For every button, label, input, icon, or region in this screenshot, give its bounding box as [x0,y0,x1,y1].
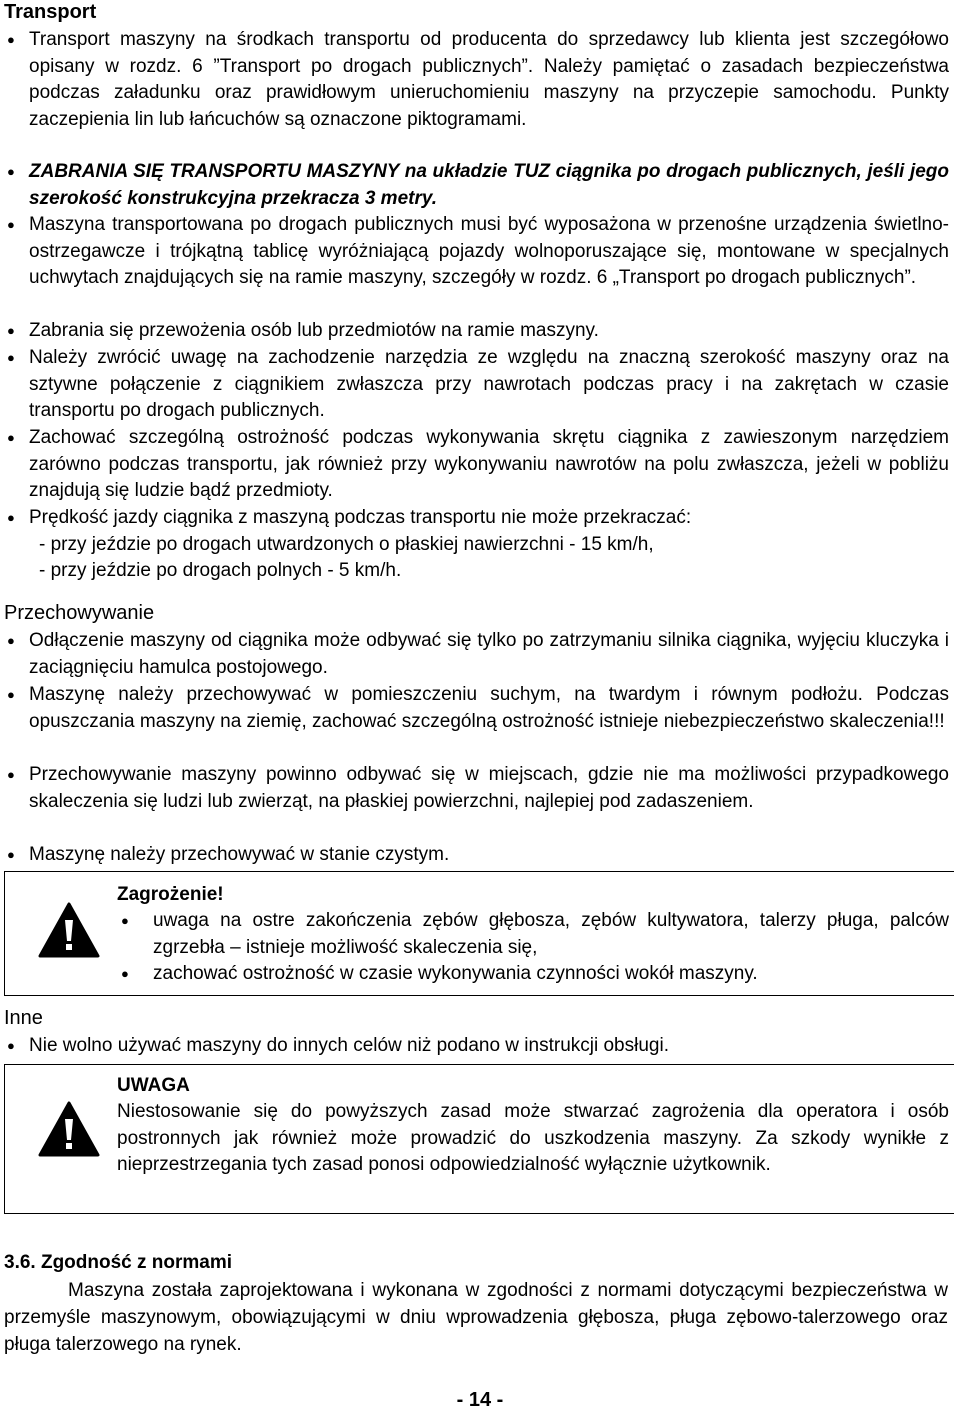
bullet-icon: ● [7,510,15,525]
section-heading-storage: Przechowywanie [4,602,155,624]
transport-item-warning: ● ZABRANIA SIĘ TRANSPORTU MASZYNY na układzie TUZ ciągnika po drogach publicznych, jeśli jego szerokość konstrukcyjna przekracza 3 metry. [7,161,949,209]
storage-item: ● Przechowywanie maszyny powinno odbywać się w miejscach, gdzie nie ma możliwości przypadkowego skaleczenia się ludzi lub zwierząt, na płaskiej powierzchni, najlepiej pod zadaszeniem. [7,764,949,812]
transport-item: ● Zachować szczególną ostrożność podczas wykonywania skrętu ciągnika z zawieszonym narzędziem zarówno podczas transportu, jak również przy wykonywaniu nawrotów na polu zwłaszcza, jeżeli w pobliżu znajdują się ludzie bądź przedmioty. [7,427,949,501]
bullet-icon: ● [7,32,15,47]
bullet-icon: ● [7,164,15,179]
transport-item: ● Maszyna transportowana po drogach publicznych musi być wyposażona w przenośne urządzenia świetlno-ostrzegawcze i trójkątną tablicę wyróżniającą pojazdy wolnoporuszające się, montowane w specjalnych uchwytach znajdujących się na ramie maszyny, szczegóły w rozdz. 6 „Transport po drogach publicznych”. [7,214,949,288]
other-item: ● Nie wolno używać maszyny do innych celów niż podano w instrukcji obsługi. [29,1033,949,1060]
bullet-icon: ● [7,430,15,445]
bullet-icon: ● [7,687,15,702]
bullet-icon: ● [7,847,15,862]
speed-line: - przy jeździe po drogach utwardzonych o płaskiej nawierzchni - 15 km/h, [39,533,654,555]
bullet-icon: ● [7,1038,15,1053]
transport-item: ● Transport maszyny na środkach transportu od producenta do sprzedawcy lub klienta jest szczegółowo opisany w rozdz. 6 ”Transport po drogach publicznych”. Należy pamiętać o zasadach bezpieczeństwa podczas załadunku oraz prawidłowym unieruchomieniu maszyny na przyczepie samochodu. Punkty zaczepienia lin lub łańcuchów są oznaczone piktogramami. [7,29,949,130]
bullet-icon: ● [7,767,15,782]
notice-warning-box [4,1064,954,1214]
bullet-icon: ● [121,913,129,928]
danger-warning-box [4,871,954,996]
bullet-icon: ● [7,323,15,338]
notice-box-text: Niestosowanie się do powyższych zasad może stwarzać zagrożenia dla operatora i osób postronnych jak również może prowadzić do uszkodzenia maszyny. Za szkody wynikłe z nieprzestrzegania tych zasad ponosi odpowiedzialność wyłącznie użytkownik. [117,1101,949,1175]
danger-box-content [117,882,949,988]
danger-box-item: ● uwaga na ostre zakończenia zębów głębosza, zębów kultywatora, talerzy pługa, palców zgrzebła – istnieje możliwość skaleczenia się, [121,910,949,958]
section-heading-transport: Transport [4,1,97,23]
transport-item-speed: ● Prędkość jazdy ciągnika z maszyną podczas transportu nie może przekraczać: - przy jeździe po drogach utwardzonych o płaskiej nawierzchni - 15 km/h, - przy jeździe po drogach polnych - 5 km/h. [29,505,949,585]
transport-item: ● Zabrania się przewożenia osób lub przedmiotów na ramie maszyny. [29,318,949,345]
danger-box-title: Zagrożenie! [117,884,224,905]
compliance-title: 3.6. Zgodność z normami [4,1252,233,1273]
section-heading-other: Inne [4,1007,43,1029]
bullet-icon: ● [121,966,129,981]
notice-box-title: UWAGA [117,1075,190,1096]
storage-item: ● Maszynę należy przechowywać w stanie czystym. [29,842,949,869]
storage-item: ● Maszynę należy przechowywać w pomieszczeniu suchym, na twardym i równym podłożu. Podczas opuszczania maszyny na ziemię, zachować szczególną ostrożność istnieje niebezpieczeństwo skaleczenia!!! [7,684,949,732]
speed-line: - przy jeździe po drogach polnych - 5 km/h. [39,560,402,581]
notice-box-content [117,1073,949,1179]
compliance-text: Maszyna została zaprojektowana i wykonana w zgodności z normami dotyczącymi bezpieczeństwa w przemyśle maszynowym, obowiązującymi w dniu wprowadzenia głębosza, pługa zębowo-talerzowego oraz pługa talerzowego na rynek. [4,1280,948,1355]
bullet-icon: ● [7,633,15,648]
warning-triangle-icon [38,1101,100,1157]
page-number: - 14 - [456,1389,504,1411]
warning-triangle-icon [38,902,100,958]
transport-item: ● Należy zwrócić uwagę na zachodzenie narzędzia ze względu na znaczną szerokość maszyny oraz na sztywne połączenie z ciągnikiem zwłaszcza przy nawrotach podczas pracy i na zakrętach w czasie transportu po drogach publicznych. [7,347,949,421]
storage-item: ● Odłączenie maszyny od ciągnika może odbywać się tylko po zatrzymaniu silnika ciągnika, wyjęciu kluczyka i zaciągnięciu hamulca postojowego. [7,630,949,678]
bullet-icon: ● [7,350,15,365]
bullet-icon: ● [7,217,15,232]
danger-box-item: ● zachować ostrożność w czasie wykonywania czynności wokół maszyny. [117,961,949,988]
